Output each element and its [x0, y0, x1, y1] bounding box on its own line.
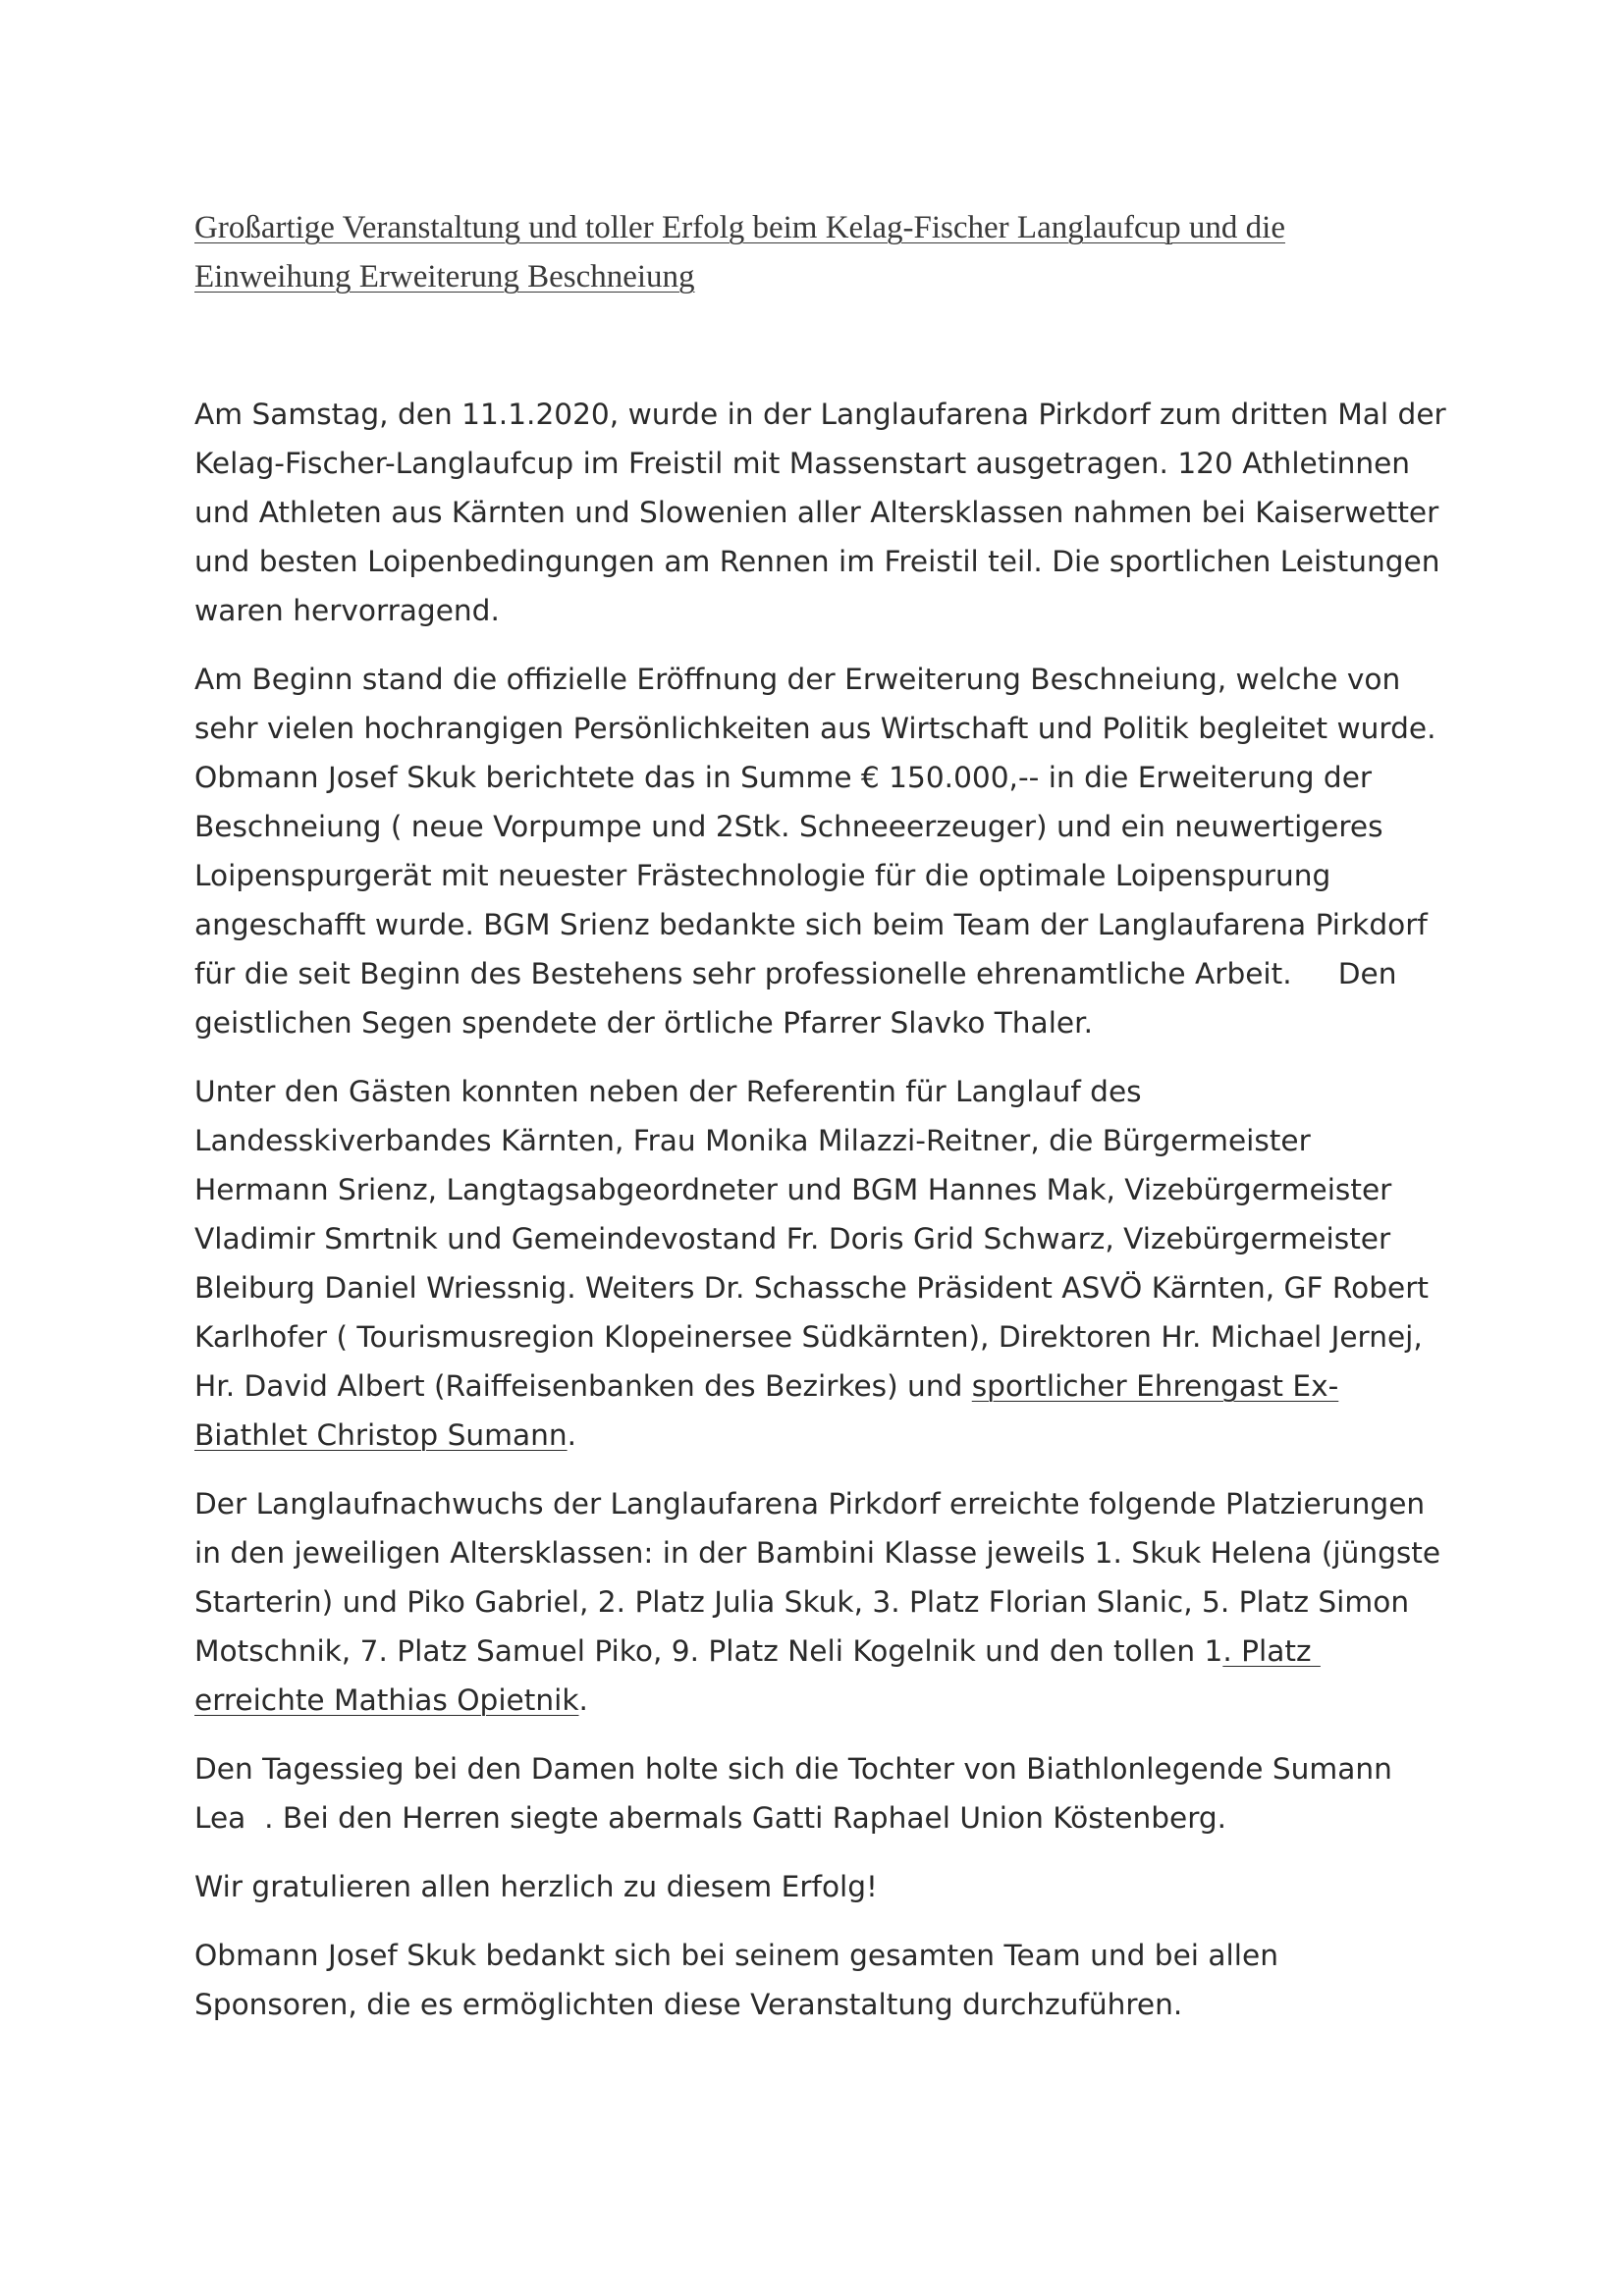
text-line: Kelag-Fischer-Langlaufcup im Freistil mit Massenstart ausgetragen. 120 Athletinnen — [194, 447, 1411, 480]
first-place-link[interactable]: . Platz — [1222, 1634, 1321, 1668]
paragraph-race-summary — [194, 390, 1471, 635]
text-line: Sponsoren, die es ermöglichten diese Veranstaltung durchzuführen. — [194, 1988, 1183, 2021]
text-line: geistlichen Segen spendete der örtliche Pfarrer Slavko Thaler. — [194, 1006, 1093, 1040]
text-line: Starterin) und Piko Gabriel, 2. Platz Julia Skuk, 3. Platz Florian Slanic, 5. Platz Simon — [194, 1585, 1410, 1619]
text-line: Obmann Josef Skuk berichtete das in Summe € 150.000,-- in die Erweiterung der — [194, 761, 1373, 794]
article-title — [194, 203, 1373, 301]
text-line: Am Samstag, den 11.1.2020, wurde in der Langlaufarena Pirkdorf zum dritten Mal der — [194, 398, 1446, 431]
paragraph-snowmaking-opening — [194, 655, 1471, 1047]
text-line: und besten Loipenbedingungen am Rennen im Freistil teil. Die sportlichen Leistungen — [194, 545, 1440, 578]
title-line: Großartige Veranstaltung und toller Erfolg beim Kelag-Fischer Langlaufcup und die — [194, 210, 1285, 245]
text-line: Der Langlaufnachwuchs der Langlaufarena Pirkdorf erreichte folgende Platzierungen — [194, 1487, 1426, 1521]
title-line: Einweihung Erweiterung Beschneiung — [194, 259, 695, 294]
text-line — [194, 1362, 1471, 1411]
text-line: Lea . Bei den Herren siegte abermals Gatti Raphael Union Köstenberg. — [194, 1801, 1227, 1835]
article-body — [194, 390, 1471, 2049]
text-line: Unter den Gästen konnten neben der Referentin für Langlauf des — [194, 1075, 1142, 1108]
first-place-link-continued[interactable]: erreichte Mathias Opietnik — [194, 1683, 579, 1717]
text-segment: . — [578, 1683, 588, 1717]
guest-of-honour-link-continued[interactable]: Biathlet Christop Sumann — [194, 1418, 568, 1452]
text-segment: . — [567, 1418, 577, 1452]
text-line: angeschafft wurde. BGM Srienz bedankte sich beim Team der Langlaufarena Pirkdorf — [194, 908, 1428, 941]
text-line: Vladimir Smrtnik und Gemeindevostand Fr. Doris Grid Schwarz, Vizebürgermeister — [194, 1222, 1391, 1255]
text-line — [194, 1627, 1471, 1676]
text-line — [194, 1411, 1471, 1460]
paragraph-youth-results — [194, 1479, 1471, 1725]
text-line: Obmann Josef Skuk bedankt sich bei seinem gesamten Team und bei allen — [194, 1939, 1278, 1972]
text-line: Am Beginn stand die offizielle Eröffnung der Erweiterung Beschneiung, welche von — [194, 663, 1401, 696]
text-line: für die seit Beginn des Bestehens sehr professionelle ehrenamtliche Arbeit. Den — [194, 957, 1397, 990]
paragraph-congratulations — [194, 1862, 1471, 1911]
text-line: Beschneiung ( neue Vorpumpe und 2Stk. Schneeerzeuger) und ein neuwertigeres — [194, 810, 1383, 843]
paragraph-day-winners — [194, 1744, 1471, 1842]
text-line: und Athleten aus Kärnten und Slowenien aller Altersklassen nahmen bei Kaiserwetter — [194, 496, 1439, 529]
text-line: Karlhofer ( Tourismusregion Klopeinersee Südkärnten), Direktoren Hr. Michael Jernej, — [194, 1320, 1423, 1354]
text-line: Landesskiverbandes Kärnten, Frau Monika Milazzi-Reitner, die Bürgermeister — [194, 1124, 1311, 1157]
paragraph-guests — [194, 1067, 1471, 1460]
text-line: Loipenspurgerät mit neuester Frästechnologie für die optimale Loipenspurung — [194, 859, 1331, 892]
guest-of-honour-link[interactable]: sportlicher Ehrengast Ex- — [971, 1369, 1339, 1403]
text-line: in den jeweiligen Altersklassen: in der Bambini Klasse jeweils 1. Skuk Helena (jüngste — [194, 1536, 1441, 1570]
text-segment: Hr. David Albert (Raiffeisenbanken des Bezirkes) und — [194, 1369, 972, 1403]
paragraph-thanks — [194, 1931, 1471, 2029]
text-line: Den Tagessieg bei den Damen holte sich die Tochter von Biathlonlegende Sumann — [194, 1752, 1392, 1786]
text-line: sehr vielen hochrangigen Persönlichkeiten aus Wirtschaft und Politik begleitet wurde. — [194, 712, 1436, 745]
text-line: Bleiburg Daniel Wriessnig. Weiters Dr. Schassche Präsident ASVÖ Kärnten, GF Robert — [194, 1271, 1429, 1305]
text-line: Wir gratulieren allen herzlich zu diesem Erfolg! — [194, 1870, 878, 1903]
text-line: Hermann Srienz, Langtagsabgeordneter und BGM Hannes Mak, Vizebürgermeister — [194, 1173, 1392, 1206]
text-segment: Motschnik, 7. Platz Samuel Piko, 9. Platz Neli Kogelnik und den tollen 1 — [194, 1634, 1223, 1668]
text-line: waren hervorragend. — [194, 594, 500, 627]
text-line — [194, 1676, 1471, 1725]
